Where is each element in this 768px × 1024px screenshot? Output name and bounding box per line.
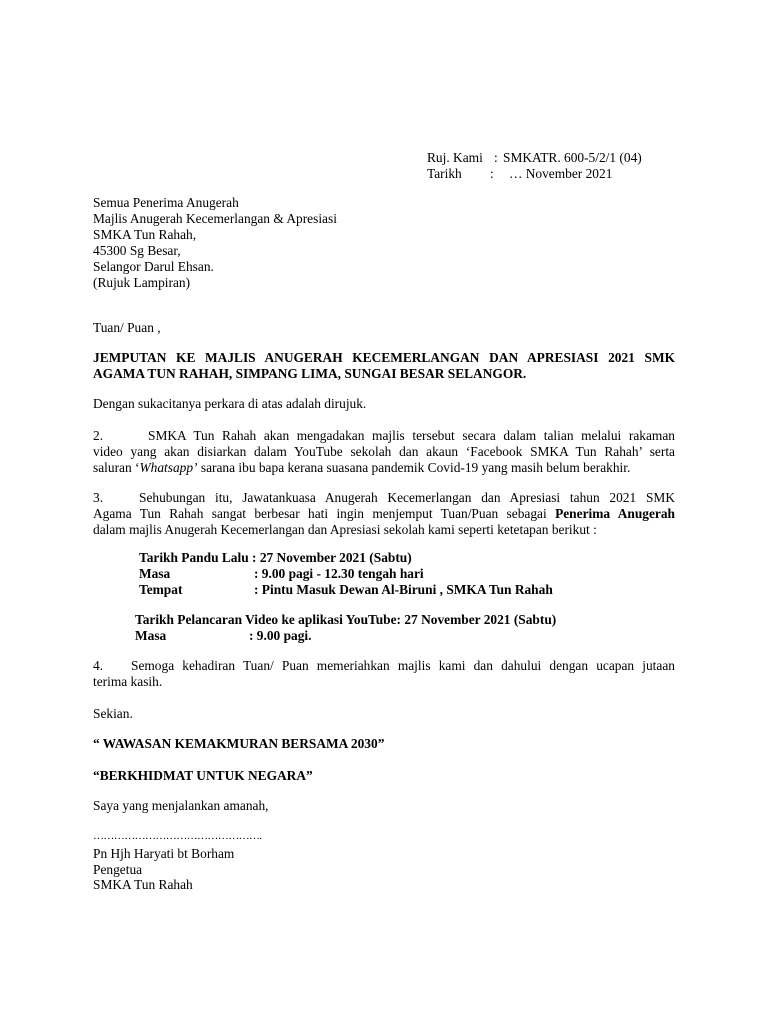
closing: Sekian. — [93, 706, 133, 721]
reference-separator: : — [494, 150, 498, 165]
paragraph-3-number: 3. — [93, 490, 104, 505]
reference-label: Ruj. Kami — [427, 150, 483, 165]
event-1-place-value: : Pintu Masuk Dewan Al-Biruni , SMKA Tun Rahah — [254, 582, 553, 597]
paragraph-3-line: dalam majlis Anugerah Kecemerlangan dan Apresiasi sekolah kami seperti ketetapan berikut : — [93, 522, 597, 537]
date-label: Tarikh — [427, 166, 462, 181]
signatory-title: Pengetua — [93, 862, 143, 877]
signatory-school: SMKA Tun Rahah — [93, 877, 193, 892]
paragraph-4-number: 4. — [93, 658, 104, 673]
reference-number: SMKATR. 600-5/2/1 (04) — [503, 150, 642, 165]
event-1-place-label: Tempat — [139, 582, 183, 597]
motto-2: “BERKHIDMAT UNTUK NEGARA” — [93, 768, 313, 783]
date-value: … November 2021 — [509, 166, 613, 181]
event-1-time-label: Masa — [139, 566, 171, 581]
paragraph-3-bold: Penerima Anugerah — [555, 506, 675, 521]
recipient-address — [93, 195, 337, 291]
event-1-title: Tarikh Pandu Lalu : 27 November 2021 (Sabtu) — [139, 550, 412, 565]
trust-statement: Saya yang menjalankan amanah, — [93, 798, 269, 813]
recipient-line: Semua Penerima Anugerah — [93, 195, 239, 210]
date-separator: : — [490, 166, 494, 181]
paragraph-2-body — [93, 444, 675, 476]
paragraph-4-line: Semoga kehadiran Tuan/ Puan memeriahkan majlis kami dan dahului dengan ucapan jutaan — [131, 658, 675, 673]
paragraph-3-body — [93, 506, 675, 538]
signature-line: …………………………………………. — [93, 830, 262, 842]
signatory-name: Pn Hjh Haryati bt Borham — [93, 846, 235, 861]
recipient-line: SMKA Tun Rahah, — [93, 227, 197, 242]
paragraph-1: Dengan sukacitanya perkara di atas adalah dirujuk. — [93, 396, 367, 411]
subject-heading — [93, 350, 675, 382]
motto-1: “ WAWASAN KEMAKMURAN BERSAMA 2030” — [93, 736, 385, 751]
subject-line: AGAMA TUN RAHAH, SIMPANG LIMA, SUNGAI BESAR SELANGOR. — [93, 366, 527, 381]
paragraph-3-text: Agama Tun Rahah sangat berbesar hati ingin menjemput Tuan/Puan sebagai — [93, 506, 556, 521]
whatsapp-text: Whatsapp’ — [139, 460, 198, 475]
recipient-line: Majlis Anugerah Kecemerlangan & Apresiasi — [93, 211, 337, 226]
subject-line: JEMPUTAN KE MAJLIS ANUGERAH KECEMERLANGAN DAN APRESIASI 2021 SMK — [93, 350, 675, 365]
paragraph-2-text: sarana ibu bapa kerana suasana pandemik Covid-19 yang masih belum berakhir. — [197, 460, 631, 475]
event-2-title: Tarikh Pelancaran Video ke aplikasi YouTube: 27 November 2021 (Sabtu) — [135, 612, 557, 627]
paragraph-2-text: saluran ‘ — [93, 460, 140, 475]
paragraph-4-line: terima kasih. — [93, 674, 163, 689]
event-2-time-value: : 9.00 pagi. — [249, 628, 312, 643]
paragraph-2-number: 2. — [93, 428, 104, 443]
recipient-line: 45300 Sg Besar, — [93, 243, 181, 258]
paragraph-2-line: video yang akan disiarkan dalam YouTube sekolah dan akaun ‘Facebook SMKA Tun Rahah’ serta — [93, 444, 675, 459]
recipient-line: (Rujuk Lampiran) — [93, 275, 191, 290]
recipient-line: Selangor Darul Ehsan. — [93, 259, 214, 274]
paragraph-3-line — [93, 506, 675, 522]
event-2-time-label: Masa — [135, 628, 167, 643]
salutation: Tuan/ Puan , — [93, 320, 161, 335]
paragraph-2-line: SMKA Tun Rahah akan mengadakan majlis tersebut secara dalam talian melalui rakaman — [148, 428, 675, 443]
paragraph-3-line: Sehubungan itu, Jawatankuasa Anugerah Kecemerlangan dan Apresiasi tahun 2021 SMK — [139, 490, 675, 505]
paragraph-2-line — [93, 460, 675, 476]
event-1-time-value: : 9.00 pagi - 12.30 tengah hari — [254, 566, 424, 581]
